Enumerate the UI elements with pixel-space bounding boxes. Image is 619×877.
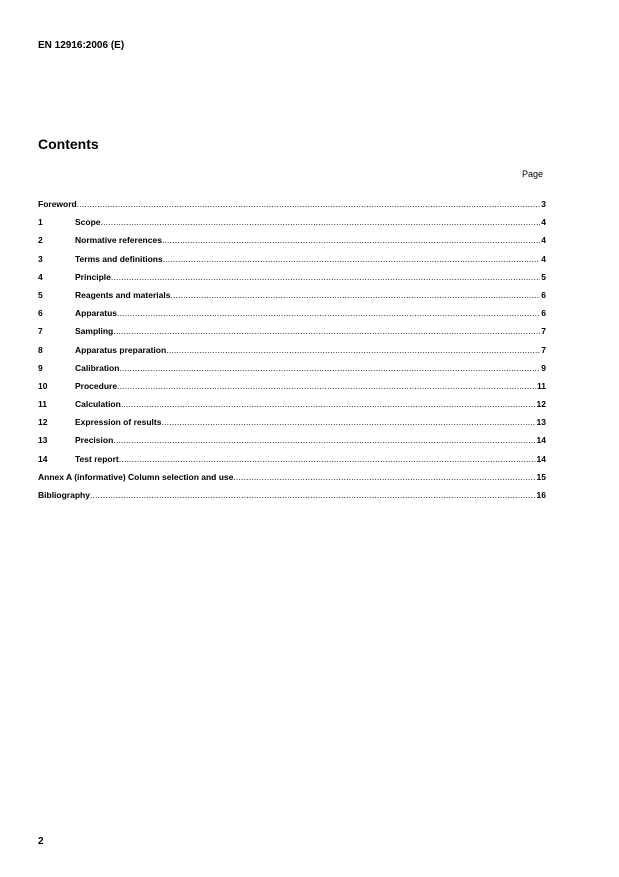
toc-entry-apparatus-preparation[interactable] — [38, 345, 546, 363]
toc-entry-number: 10 — [38, 380, 48, 391]
toc-entry-number: 8 — [38, 344, 43, 355]
toc-entry-page: 5 — [541, 271, 546, 282]
toc-entry-page: 14 — [536, 453, 546, 464]
toc-leader-dots — [161, 417, 535, 427]
page-number: 2 — [38, 836, 44, 847]
toc-leader-dots — [117, 381, 536, 391]
toc-entry-scope[interactable] — [38, 217, 546, 235]
contents-heading: Contents — [38, 136, 99, 152]
toc-leader-dots — [117, 308, 540, 318]
toc-entry-page: 13 — [536, 417, 546, 428]
table-of-contents — [38, 199, 546, 508]
toc-entry-title: Foreword — [38, 199, 77, 209]
toc-entry-reagents-and-materials[interactable] — [38, 290, 546, 308]
toc-entry-procedure[interactable] — [38, 381, 546, 399]
toc-entry-principle[interactable] — [38, 272, 546, 290]
toc-entry-page: 15 — [536, 471, 546, 482]
toc-leader-dots — [101, 217, 541, 227]
toc-entry-page: 4 — [541, 253, 546, 264]
toc-entry-title: Scope — [75, 217, 101, 228]
toc-entry-number: 6 — [38, 308, 43, 319]
toc-entry-page: 4 — [541, 217, 546, 228]
toc-entry-expression-of-results[interactable] — [38, 417, 546, 435]
toc-entry-title: Apparatus preparation — [75, 344, 167, 355]
toc-entry-page: 4 — [541, 235, 546, 246]
toc-entry-foreword[interactable] — [38, 199, 546, 217]
toc-entry-test-report[interactable] — [38, 454, 546, 472]
toc-leader-dots — [119, 363, 540, 373]
toc-leader-dots — [90, 490, 536, 500]
toc-entry-page: 12 — [536, 399, 546, 410]
toc-entry-page: 14 — [536, 435, 546, 446]
toc-entry-title: Expression of results — [75, 417, 162, 428]
toc-entry-page: 16 — [536, 490, 546, 500]
toc-entry-number: 11 — [38, 399, 47, 410]
toc-entry-title: Precision — [75, 435, 114, 446]
toc-leader-dots — [113, 435, 535, 445]
toc-leader-dots — [162, 235, 540, 245]
toc-entry-title: Bibliography — [38, 490, 90, 500]
toc-entry-normative-references[interactable] — [38, 235, 546, 253]
toc-entry-calculation[interactable] — [38, 399, 546, 417]
toc-entry-terms-and-definitions[interactable] — [38, 254, 546, 272]
toc-entry-page: 7 — [541, 344, 546, 355]
toc-entry-page: 3 — [541, 199, 546, 209]
toc-entry-title: Calculation — [75, 399, 121, 410]
toc-entry-title: Annex A (informative) Column selection and use — [38, 471, 234, 482]
toc-leader-dots — [166, 345, 540, 355]
toc-entry-title: Procedure — [75, 380, 118, 391]
toc-entry-number: 14 — [38, 453, 48, 464]
toc-entry-page: 7 — [541, 326, 546, 337]
toc-leader-dots — [111, 272, 540, 282]
toc-entry-sampling[interactable] — [38, 326, 546, 344]
toc-leader-dots — [113, 326, 540, 336]
toc-entry-number: 7 — [38, 326, 43, 337]
toc-entry-number: 2 — [38, 235, 43, 246]
toc-entry-title: Calibration — [75, 362, 120, 373]
toc-entry-annex-a[interactable] — [38, 472, 546, 490]
toc-entry-number: 3 — [38, 253, 43, 264]
toc-entry-title: Test report — [75, 453, 119, 464]
toc-entry-title: Normative references — [75, 235, 162, 246]
toc-entry-page: 9 — [541, 362, 546, 373]
toc-entry-title: Principle — [75, 271, 111, 282]
toc-leader-dots — [119, 454, 536, 464]
toc-leader-dots — [163, 254, 541, 264]
toc-entry-number: 12 — [38, 417, 48, 428]
toc-entry-bibliography[interactable] — [38, 490, 546, 508]
toc-entry-title: Apparatus — [75, 308, 118, 319]
toc-entry-number: 4 — [38, 271, 43, 282]
toc-entry-number: 9 — [38, 362, 43, 373]
toc-leader-dots — [121, 399, 536, 409]
toc-entry-title: Sampling — [75, 326, 114, 337]
toc-entry-number: 5 — [38, 289, 43, 300]
toc-entry-page: 6 — [541, 289, 546, 300]
toc-entry-number: 1 — [38, 217, 43, 228]
toc-leader-dots — [77, 199, 541, 209]
toc-entry-title: Reagents and materials — [75, 289, 171, 300]
document-header: EN 12916:2006 (E) — [38, 40, 125, 51]
toc-entry-number: 13 — [38, 435, 48, 446]
toc-leader-dots — [233, 472, 535, 482]
toc-entry-page: 11 — [537, 380, 546, 391]
toc-entry-calibration[interactable] — [38, 363, 546, 381]
toc-entry-title: Terms and definitions — [75, 253, 163, 264]
toc-entry-page: 6 — [541, 308, 546, 319]
toc-entry-apparatus[interactable] — [38, 308, 546, 326]
toc-entry-precision[interactable] — [38, 435, 546, 453]
toc-leader-dots — [170, 290, 540, 300]
page-column-label: Page — [522, 169, 544, 179]
